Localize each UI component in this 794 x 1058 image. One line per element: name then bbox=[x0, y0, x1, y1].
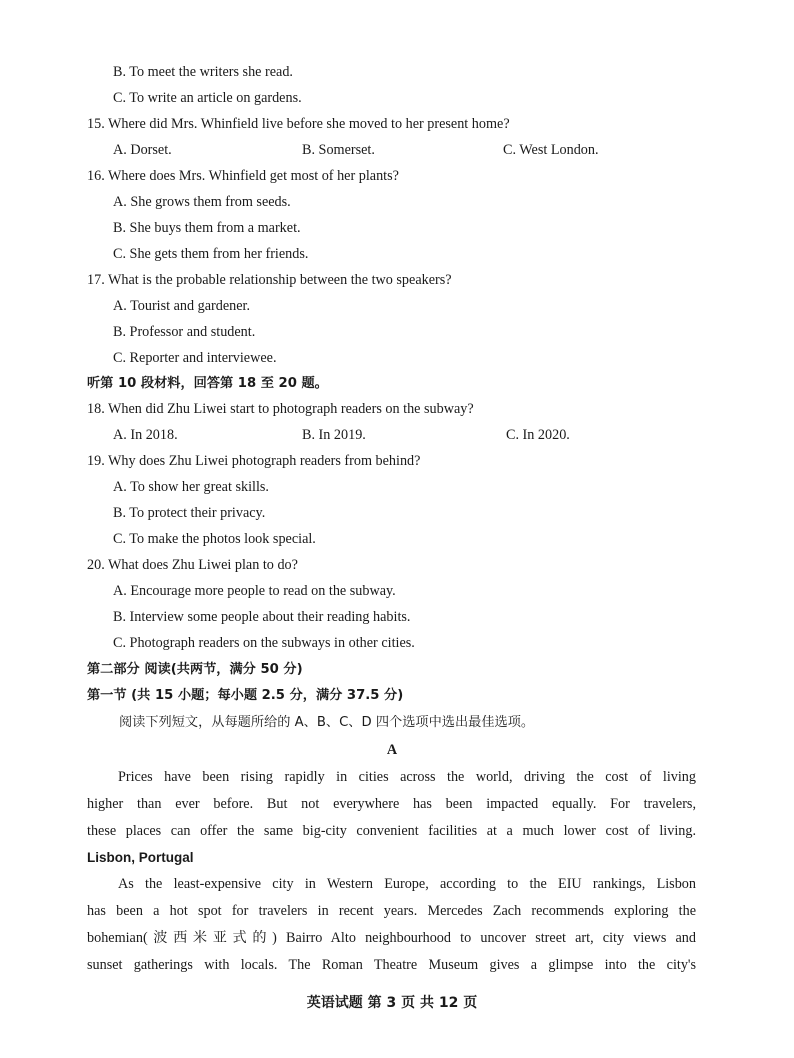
q19-option-b: B. To protect their privacy. bbox=[113, 505, 266, 521]
q15-option-b: B. Somerset. bbox=[302, 142, 375, 158]
passage-paragraph-2 bbox=[87, 871, 696, 898]
q15-option-a: A. Dorset. bbox=[113, 142, 172, 158]
q16-option-a: A. She grows them from seeds. bbox=[113, 194, 291, 210]
q16-option-c: C. She gets them from her friends. bbox=[113, 246, 309, 262]
q14-option-b: B. To meet the writers she read. bbox=[113, 64, 293, 80]
q20-option-b: B. Interview some people about their reading habits. bbox=[113, 609, 411, 625]
question-16: 16. Where does Mrs. Whinfield get most of her plants? bbox=[87, 168, 399, 184]
part-two-title: 第二部分 阅读(共两节，满分 50 分) bbox=[87, 662, 303, 677]
paragraph-line: has been a hot spot for travelers in recent years. Mercedes Zach recommends exploring the bbox=[87, 903, 696, 919]
paragraph-line: bohemian(波西米亚式的) Bairro Alto neighbourhood to uncover street art, city views and bbox=[87, 930, 696, 946]
reading-instruction: 阅读下列短文，从每题所给的 A、B、C、D 四个选项中选出最佳选项。 bbox=[119, 715, 535, 730]
q18-option-c: C. In 2020. bbox=[506, 427, 570, 443]
q19-option-a: A. To show her great skills. bbox=[113, 479, 269, 495]
q15-option-c: C. West London. bbox=[503, 142, 599, 158]
passage-paragraph-1 bbox=[87, 764, 696, 791]
paragraph-line: higher than ever before. But not everywhere has been impacted equally. For travelers, bbox=[87, 796, 696, 812]
passage-paragraph-1-cont bbox=[87, 791, 696, 845]
section-heading-lisbon: Lisbon, Portugal bbox=[87, 850, 194, 865]
question-17: 17. What is the probable relationship between the two speakers? bbox=[87, 272, 452, 288]
paragraph-line: sunset gatherings with locals. The Roman Theatre Museum gives a glimpse into the city's bbox=[87, 957, 696, 973]
question-18: 18. When did Zhu Liwei start to photograph readers on the subway? bbox=[87, 401, 474, 417]
page-footer: 英语试题 第 3 页 共 12 页 bbox=[306, 995, 478, 1011]
paragraph-line: these places can offer the same big-city convenient facilities at a much lower cost of living. bbox=[87, 823, 696, 839]
paragraph-line: Prices have been rising rapidly in cities across the world, driving the cost of living bbox=[118, 769, 696, 785]
passage-paragraph-2-cont bbox=[87, 898, 696, 979]
q17-option-c: C. Reporter and interviewee. bbox=[113, 350, 277, 366]
q20-option-c: C. Photograph readers on the subways in other cities. bbox=[113, 635, 415, 651]
passage-label: A bbox=[386, 742, 398, 758]
q17-option-a: A. Tourist and gardener. bbox=[113, 298, 251, 314]
question-19: 19. Why does Zhu Liwei photograph readers from behind? bbox=[87, 453, 421, 469]
paragraph-line: As the least-expensive city in Western Europe, according to the EIU rankings, Lisbon bbox=[118, 876, 696, 892]
material-10-instruction: 听第 10 段材料，回答第 18 至 20 题。 bbox=[87, 376, 328, 391]
question-20: 20. What does Zhu Liwei plan to do? bbox=[87, 557, 298, 573]
q16-option-b: B. She buys them from a market. bbox=[113, 220, 301, 236]
q19-option-c: C. To make the photos look special. bbox=[113, 531, 316, 547]
q14-option-c: C. To write an article on gardens. bbox=[113, 90, 302, 106]
section-one-title: 第一节 (共 15 小题；每小题 2.5 分，满分 37.5 分) bbox=[87, 688, 404, 703]
q18-option-a: A. In 2018. bbox=[113, 427, 178, 443]
q20-option-a: A. Encourage more people to read on the subway. bbox=[113, 583, 396, 599]
question-15: 15. Where did Mrs. Whinfield live before she moved to her present home? bbox=[87, 116, 510, 132]
q17-option-b: B. Professor and student. bbox=[113, 324, 256, 340]
q18-option-b: B. In 2019. bbox=[302, 427, 366, 443]
